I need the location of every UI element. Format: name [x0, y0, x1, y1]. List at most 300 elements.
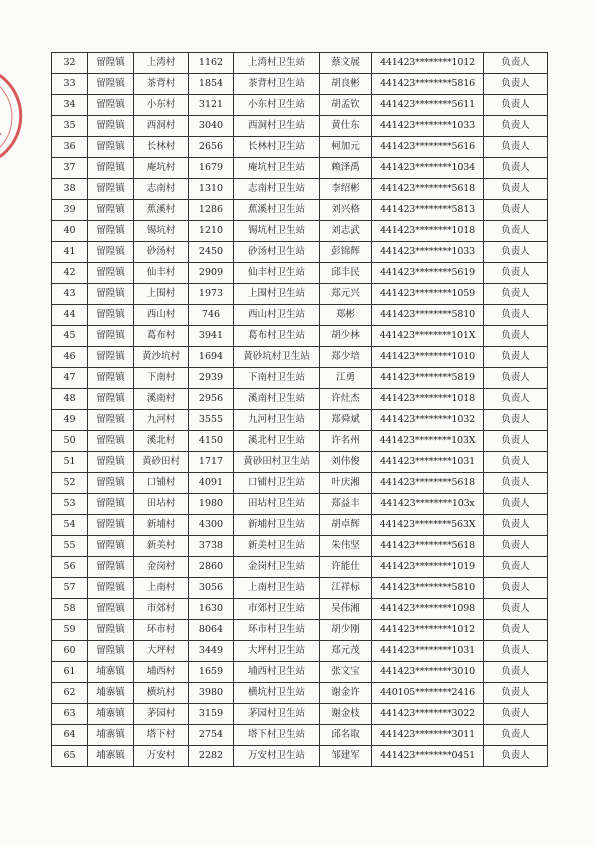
town-cell: 留隍镇	[88, 515, 134, 536]
table-row	[52, 494, 548, 515]
village-cell: 黄砂田村	[134, 452, 189, 473]
table-row	[52, 536, 548, 557]
village-cell: 口铺村	[134, 473, 189, 494]
station-cell: 上围村卫生站	[234, 284, 320, 305]
person-name-cell: 胡良彬	[320, 74, 372, 95]
role-cell: 负责人	[484, 578, 548, 599]
population-cell: 1973	[189, 284, 234, 305]
row-number: 65	[52, 746, 88, 767]
person-name-cell: 谢金枝	[320, 704, 372, 725]
table-row	[52, 473, 548, 494]
station-cell: 溪北村卫生站	[234, 431, 320, 452]
village-cell: 上围村	[134, 284, 189, 305]
row-number: 49	[52, 410, 88, 431]
station-cell: 塔下村卫生站	[234, 725, 320, 746]
person-name-cell: 黄仕东	[320, 116, 372, 137]
id-number-cell: 441423********5611	[372, 95, 484, 116]
role-cell: 负责人	[484, 746, 548, 767]
table-row	[52, 179, 548, 200]
town-cell: 留隍镇	[88, 620, 134, 641]
person-name-cell: 刘伟俊	[320, 452, 372, 473]
id-number-cell: 441423********103x	[372, 494, 484, 515]
person-name-cell: 李绍彬	[320, 179, 372, 200]
role-cell: 负责人	[484, 263, 548, 284]
person-name-cell: 郑彬	[320, 305, 372, 326]
person-name-cell: 郑舜斌	[320, 410, 372, 431]
row-number: 56	[52, 557, 88, 578]
role-cell: 负责人	[484, 137, 548, 158]
row-number: 50	[52, 431, 88, 452]
person-name-cell: 胡少林	[320, 326, 372, 347]
table-row	[52, 599, 548, 620]
station-cell: 九河村卫生站	[234, 410, 320, 431]
population-cell: 3555	[189, 410, 234, 431]
table-row	[52, 683, 548, 704]
id-number-cell: 441423********1033	[372, 116, 484, 137]
row-number: 54	[52, 515, 88, 536]
station-cell: 大坪村卫生站	[234, 641, 320, 662]
row-number: 36	[52, 137, 88, 158]
id-number-cell: 441423********1018	[372, 389, 484, 410]
row-number: 43	[52, 284, 88, 305]
station-cell: 锡坑村卫生站	[234, 221, 320, 242]
town-cell: 埔寨镇	[88, 704, 134, 725]
table-row	[52, 221, 548, 242]
village-cell: 仙丰村	[134, 263, 189, 284]
town-cell: 留隍镇	[88, 557, 134, 578]
village-cell: 黄沙坑村	[134, 347, 189, 368]
town-cell: 留隍镇	[88, 410, 134, 431]
row-number: 35	[52, 116, 88, 137]
role-cell: 负责人	[484, 389, 548, 410]
village-cell: 小东村	[134, 95, 189, 116]
town-cell: 留隍镇	[88, 137, 134, 158]
role-cell: 负责人	[484, 452, 548, 473]
id-number-cell: 440105********2416	[372, 683, 484, 704]
row-number: 38	[52, 179, 88, 200]
station-cell: 庵坑村卫生站	[234, 158, 320, 179]
role-cell: 负责人	[484, 494, 548, 515]
person-name-cell: 朱伟坚	[320, 536, 372, 557]
station-cell: 新美村卫生站	[234, 536, 320, 557]
population-cell: 1694	[189, 347, 234, 368]
row-number: 55	[52, 536, 88, 557]
population-cell: 1630	[189, 599, 234, 620]
row-number: 42	[52, 263, 88, 284]
town-cell: 留隍镇	[88, 599, 134, 620]
table-row	[52, 389, 548, 410]
role-cell: 负责人	[484, 74, 548, 95]
population-cell: 4091	[189, 473, 234, 494]
id-number-cell: 441423********1059	[372, 284, 484, 305]
town-cell: 留隍镇	[88, 452, 134, 473]
row-number: 39	[52, 200, 88, 221]
station-cell: 上湾村卫生站	[234, 53, 320, 74]
row-number: 62	[52, 683, 88, 704]
person-name-cell: 邱名取	[320, 725, 372, 746]
id-number-cell: 441423********3022	[372, 704, 484, 725]
role-cell: 负责人	[484, 221, 548, 242]
person-name-cell: 邹建军	[320, 746, 372, 767]
table-row	[52, 410, 548, 431]
table-body	[52, 53, 548, 767]
table-row	[52, 452, 548, 473]
table-row	[52, 725, 548, 746]
station-cell: 茅园村卫生站	[234, 704, 320, 725]
station-cell: 市郊村卫生站	[234, 599, 320, 620]
village-cell: 田坫村	[134, 494, 189, 515]
role-cell: 负责人	[484, 158, 548, 179]
person-name-cell: 胡孟钦	[320, 95, 372, 116]
row-number: 60	[52, 641, 88, 662]
table-row	[52, 116, 548, 137]
id-number-cell: 441423********1032	[372, 410, 484, 431]
person-name-cell: 郑元茂	[320, 641, 372, 662]
town-cell: 留隍镇	[88, 347, 134, 368]
row-number: 58	[52, 599, 88, 620]
population-cell: 2282	[189, 746, 234, 767]
table-row	[52, 557, 548, 578]
row-number: 44	[52, 305, 88, 326]
station-cell: 葛布村卫生站	[234, 326, 320, 347]
town-cell: 埔寨镇	[88, 662, 134, 683]
table-row	[52, 431, 548, 452]
village-cell: 锡坑村	[134, 221, 189, 242]
town-cell: 留隍镇	[88, 221, 134, 242]
station-cell: 埔西村卫生站	[234, 662, 320, 683]
town-cell: 埔寨镇	[88, 683, 134, 704]
village-cell: 茶背村	[134, 74, 189, 95]
row-number: 37	[52, 158, 88, 179]
role-cell: 负责人	[484, 473, 548, 494]
population-cell: 4300	[189, 515, 234, 536]
role-cell: 负责人	[484, 347, 548, 368]
village-cell: 上湾村	[134, 53, 189, 74]
id-number-cell: 441423********5619	[372, 263, 484, 284]
id-number-cell: 441423********5618	[372, 536, 484, 557]
table-row	[52, 263, 548, 284]
id-number-cell: 441423********563X	[372, 515, 484, 536]
population-cell: 1162	[189, 53, 234, 74]
population-cell: 4150	[189, 431, 234, 452]
person-name-cell: 江祥标	[320, 578, 372, 599]
station-cell: 口铺村卫生站	[234, 473, 320, 494]
population-cell: 1659	[189, 662, 234, 683]
table-row	[52, 326, 548, 347]
population-cell: 1286	[189, 200, 234, 221]
table-row	[52, 200, 548, 221]
population-cell: 746	[189, 305, 234, 326]
id-number-cell: 441423********3010	[372, 662, 484, 683]
id-number-cell: 441423********103X	[372, 431, 484, 452]
person-name-cell: 郑益丰	[320, 494, 372, 515]
town-cell: 埔寨镇	[88, 746, 134, 767]
town-cell: 留隍镇	[88, 368, 134, 389]
population-cell: 8064	[189, 620, 234, 641]
station-cell: 西山村卫生站	[234, 305, 320, 326]
population-cell: 2956	[189, 389, 234, 410]
person-name-cell: 邱丰民	[320, 263, 372, 284]
village-cell: 市郊村	[134, 599, 189, 620]
population-cell: 2754	[189, 725, 234, 746]
population-cell: 2450	[189, 242, 234, 263]
row-number: 57	[52, 578, 88, 599]
role-cell: 负责人	[484, 725, 548, 746]
town-cell: 留隍镇	[88, 389, 134, 410]
role-cell: 负责人	[484, 620, 548, 641]
clinic-roster-table	[51, 52, 548, 767]
id-number-cell: 441423********3011	[372, 725, 484, 746]
table-row	[52, 242, 548, 263]
village-cell: 横坑村	[134, 683, 189, 704]
role-cell: 负责人	[484, 683, 548, 704]
town-cell: 留隍镇	[88, 431, 134, 452]
role-cell: 负责人	[484, 116, 548, 137]
id-number-cell: 441423********1031	[372, 452, 484, 473]
village-cell: 溪南村	[134, 389, 189, 410]
row-number: 59	[52, 620, 88, 641]
population-cell: 1717	[189, 452, 234, 473]
role-cell: 负责人	[484, 515, 548, 536]
town-cell: 留隍镇	[88, 74, 134, 95]
table-row	[52, 620, 548, 641]
village-cell: 长林村	[134, 137, 189, 158]
person-name-cell: 彭锦辉	[320, 242, 372, 263]
station-cell: 环市村卫生站	[234, 620, 320, 641]
person-name-cell: 张文宝	[320, 662, 372, 683]
person-name-cell: 蔡文展	[320, 53, 372, 74]
id-number-cell: 441423********1033	[372, 242, 484, 263]
population-cell: 2860	[189, 557, 234, 578]
population-cell: 1980	[189, 494, 234, 515]
station-cell: 万安村卫生站	[234, 746, 320, 767]
table-row	[52, 74, 548, 95]
role-cell: 负责人	[484, 410, 548, 431]
village-cell: 金岗村	[134, 557, 189, 578]
id-number-cell: 441423********5816	[372, 74, 484, 95]
village-cell: 西山村	[134, 305, 189, 326]
person-name-cell: 柯加元	[320, 137, 372, 158]
person-name-cell: 刘兴格	[320, 200, 372, 221]
id-number-cell: 441423********101X	[372, 326, 484, 347]
id-number-cell: 441423********5819	[372, 368, 484, 389]
table-row	[52, 347, 548, 368]
village-cell: 茅园村	[134, 704, 189, 725]
town-cell: 留隍镇	[88, 305, 134, 326]
role-cell: 负责人	[484, 536, 548, 557]
id-number-cell: 441423********5618	[372, 473, 484, 494]
table-row	[52, 95, 548, 116]
village-cell: 志南村	[134, 179, 189, 200]
village-cell: 万安村	[134, 746, 189, 767]
role-cell: 负责人	[484, 431, 548, 452]
row-number: 53	[52, 494, 88, 515]
id-number-cell: 441423********5616	[372, 137, 484, 158]
table-row	[52, 578, 548, 599]
table-row	[52, 704, 548, 725]
town-cell: 留隍镇	[88, 578, 134, 599]
row-number: 47	[52, 368, 88, 389]
id-number-cell: 441423********1031	[372, 641, 484, 662]
person-name-cell: 郑元兴	[320, 284, 372, 305]
population-cell: 3738	[189, 536, 234, 557]
population-cell: 3056	[189, 578, 234, 599]
station-cell: 蕉溪村卫生站	[234, 200, 320, 221]
id-number-cell: 441423********5618	[372, 179, 484, 200]
red-seal-stamp	[0, 62, 34, 172]
person-name-cell: 吴伟湘	[320, 599, 372, 620]
station-cell: 新埔村卫生站	[234, 515, 320, 536]
person-name-cell: 赖泽禹	[320, 158, 372, 179]
population-cell: 2909	[189, 263, 234, 284]
table-row	[52, 53, 548, 74]
row-number: 32	[52, 53, 88, 74]
population-cell: 3040	[189, 116, 234, 137]
role-cell: 负责人	[484, 641, 548, 662]
role-cell: 负责人	[484, 704, 548, 725]
station-cell: 长林村卫生站	[234, 137, 320, 158]
row-number: 52	[52, 473, 88, 494]
population-cell: 2939	[189, 368, 234, 389]
role-cell: 负责人	[484, 200, 548, 221]
id-number-cell: 441423********1098	[372, 599, 484, 620]
table-row	[52, 368, 548, 389]
village-cell: 蕉溪村	[134, 200, 189, 221]
row-number: 64	[52, 725, 88, 746]
village-cell: 西洞村	[134, 116, 189, 137]
station-cell: 金岗村卫生站	[234, 557, 320, 578]
person-name-cell: 许名州	[320, 431, 372, 452]
id-number-cell: 441423********1012	[372, 53, 484, 74]
station-cell: 茶背村卫生站	[234, 74, 320, 95]
village-cell: 塔下村	[134, 725, 189, 746]
village-cell: 砂汤村	[134, 242, 189, 263]
town-cell: 留隍镇	[88, 95, 134, 116]
population-cell: 3121	[189, 95, 234, 116]
station-cell: 黄砂坑村卫生站	[234, 347, 320, 368]
station-cell: 上南村卫生站	[234, 578, 320, 599]
town-cell: 留隍镇	[88, 284, 134, 305]
role-cell: 负责人	[484, 53, 548, 74]
person-name-cell: 江勇	[320, 368, 372, 389]
row-number: 61	[52, 662, 88, 683]
id-number-cell: 441423********1010	[372, 347, 484, 368]
population-cell: 3449	[189, 641, 234, 662]
population-cell: 3159	[189, 704, 234, 725]
population-cell: 2656	[189, 137, 234, 158]
population-cell: 1854	[189, 74, 234, 95]
village-cell: 上南村	[134, 578, 189, 599]
person-name-cell: 胡卓辉	[320, 515, 372, 536]
table-row	[52, 662, 548, 683]
village-cell: 环市村	[134, 620, 189, 641]
table-row	[52, 137, 548, 158]
role-cell: 负责人	[484, 242, 548, 263]
role-cell: 负责人	[484, 95, 548, 116]
role-cell: 负责人	[484, 557, 548, 578]
station-cell: 横坑村卫生站	[234, 683, 320, 704]
station-cell: 小东村卫生站	[234, 95, 320, 116]
row-number: 51	[52, 452, 88, 473]
station-cell: 黄砂田村卫生站	[234, 452, 320, 473]
town-cell: 埔寨镇	[88, 725, 134, 746]
row-number: 63	[52, 704, 88, 725]
row-number: 45	[52, 326, 88, 347]
row-number: 34	[52, 95, 88, 116]
station-cell: 砂汤村卫生站	[234, 242, 320, 263]
row-number: 40	[52, 221, 88, 242]
town-cell: 留隍镇	[88, 179, 134, 200]
village-cell: 庵坑村	[134, 158, 189, 179]
table-row	[52, 284, 548, 305]
town-cell: 留隍镇	[88, 158, 134, 179]
station-cell: 田坫村卫生站	[234, 494, 320, 515]
table-row	[52, 641, 548, 662]
village-cell: 埔西村	[134, 662, 189, 683]
role-cell: 负责人	[484, 284, 548, 305]
role-cell: 负责人	[484, 599, 548, 620]
population-cell: 1310	[189, 179, 234, 200]
person-name-cell: 郑少培	[320, 347, 372, 368]
population-cell: 1210	[189, 221, 234, 242]
table-row	[52, 305, 548, 326]
id-number-cell: 441423********1018	[372, 221, 484, 242]
town-cell: 留隍镇	[88, 53, 134, 74]
town-cell: 留隍镇	[88, 263, 134, 284]
person-name-cell: 许灶杰	[320, 389, 372, 410]
village-cell: 葛布村	[134, 326, 189, 347]
person-name-cell: 许能仕	[320, 557, 372, 578]
table-row	[52, 515, 548, 536]
town-cell: 留隍镇	[88, 116, 134, 137]
town-cell: 留隍镇	[88, 200, 134, 221]
station-cell: 溪南村卫生站	[234, 389, 320, 410]
person-name-cell: 刘志武	[320, 221, 372, 242]
role-cell: 负责人	[484, 368, 548, 389]
town-cell: 留隍镇	[88, 473, 134, 494]
village-cell: 新美村	[134, 536, 189, 557]
id-number-cell: 441423********0451	[372, 746, 484, 767]
role-cell: 负责人	[484, 662, 548, 683]
village-cell: 九河村	[134, 410, 189, 431]
table-row	[52, 746, 548, 767]
id-number-cell: 441423********5810	[372, 305, 484, 326]
row-number: 41	[52, 242, 88, 263]
role-cell: 负责人	[484, 179, 548, 200]
village-cell: 新埔村	[134, 515, 189, 536]
id-number-cell: 441423********1034	[372, 158, 484, 179]
row-number: 33	[52, 74, 88, 95]
id-number-cell: 441423********1019	[372, 557, 484, 578]
person-name-cell: 叶庆湘	[320, 473, 372, 494]
village-cell: 溪北村	[134, 431, 189, 452]
station-cell: 西洞村卫生站	[234, 116, 320, 137]
person-name-cell: 胡少刚	[320, 620, 372, 641]
id-number-cell: 441423********1012	[372, 620, 484, 641]
town-cell: 留隍镇	[88, 641, 134, 662]
table-row	[52, 158, 548, 179]
role-cell: 负责人	[484, 326, 548, 347]
population-cell: 3941	[189, 326, 234, 347]
town-cell: 留隍镇	[88, 242, 134, 263]
role-cell: 负责人	[484, 305, 548, 326]
town-cell: 留隍镇	[88, 536, 134, 557]
town-cell: 留隍镇	[88, 494, 134, 515]
row-number: 48	[52, 389, 88, 410]
population-cell: 3980	[189, 683, 234, 704]
population-cell: 1679	[189, 158, 234, 179]
town-cell: 留隍镇	[88, 326, 134, 347]
